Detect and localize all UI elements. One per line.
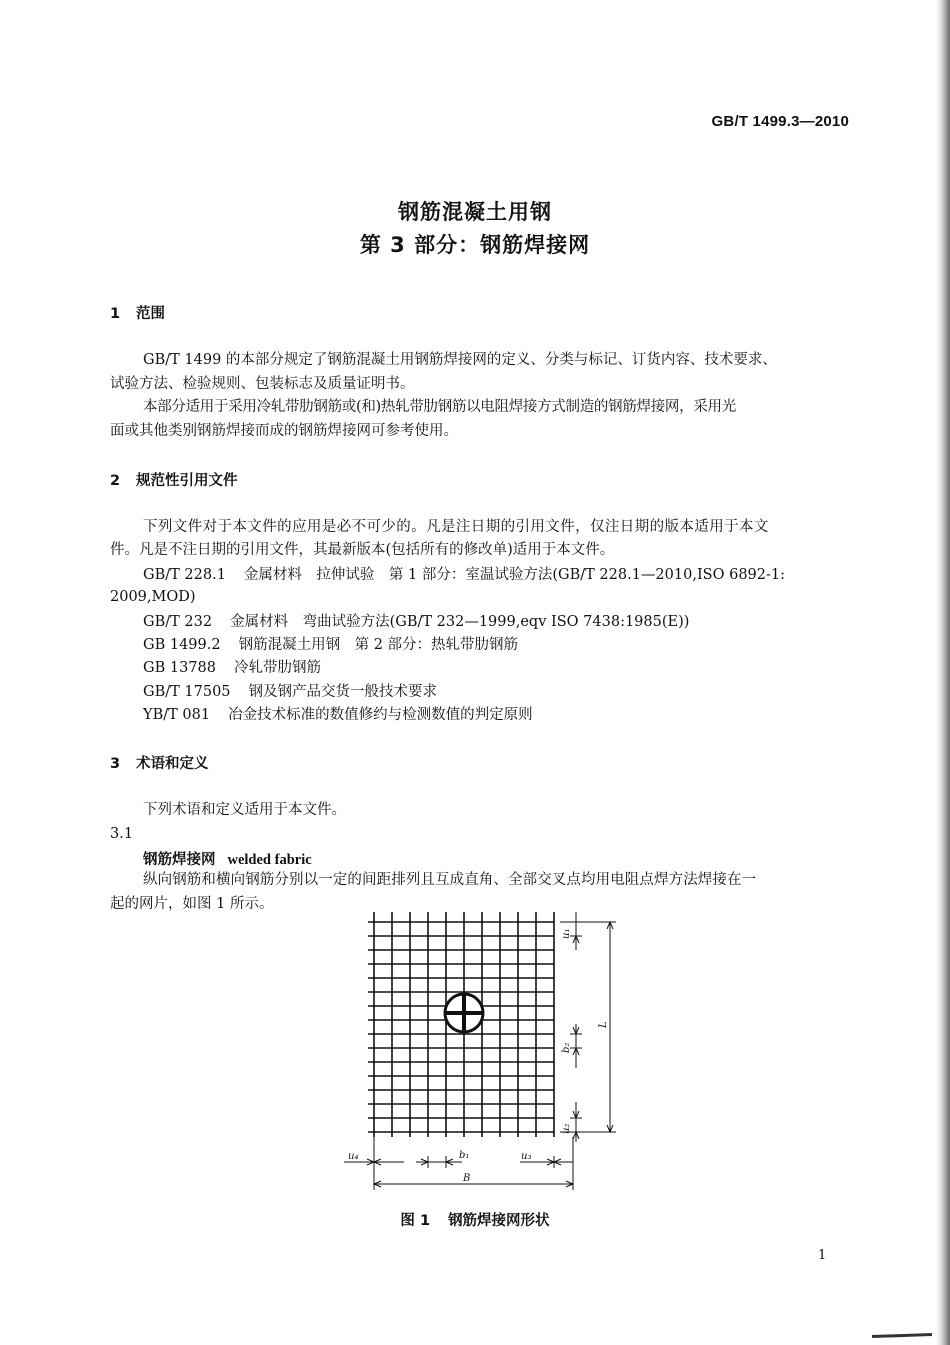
clause-number: 3.1 xyxy=(110,826,134,842)
definition-line-2: 起的网片，如图 1 所示。 xyxy=(110,896,274,912)
section-3-intro: 下列术语和定义适用于本文件。 xyxy=(143,802,346,818)
term-chinese: 钢筋焊接网 xyxy=(143,852,216,868)
reference-continuation: 2009,MOD) xyxy=(110,589,196,605)
label-u3: u₃ xyxy=(521,1151,532,1162)
section-title: 术语和定义 xyxy=(136,756,209,772)
page-number: 1 xyxy=(818,1248,827,1263)
reference-title: 冷轧带肋钢筋 xyxy=(233,660,321,676)
reference-title: 金属材料 拉伸试验 第 1 部分：室温试验方法(GB/T 228.1—2010,ISO 6892-1: xyxy=(243,567,786,583)
reference-item xyxy=(143,656,321,677)
reference-code: YB/T 081 xyxy=(143,707,211,723)
reference-item xyxy=(143,703,533,724)
section-1-para-2-line-1: 本部分适用于采用冷轧带肋钢筋或(和)热轧带肋钢筋以电阻焊接方式制造的钢筋焊接网，采用光 xyxy=(143,399,736,415)
section-title: 规范性引用文件 xyxy=(136,473,238,489)
label-u4: u₄ xyxy=(348,1151,359,1162)
section-1-para-1-line-2: 试验方法、检验规则、包装标志及质量证明书。 xyxy=(110,376,415,392)
reference-title: 钢及钢产品交货一般技术要求 xyxy=(248,684,438,700)
reference-item xyxy=(143,633,518,654)
definition-line-1: 纵向钢筋和横向钢筋分别以一定的间距排列且互成直角、全部交叉点均用电阻点焊方法焊接在一 xyxy=(143,872,757,888)
label-L: L xyxy=(598,1021,609,1028)
reference-item xyxy=(143,610,689,631)
section-title: 范围 xyxy=(136,306,165,322)
reference-title: 金属材料 弯曲试验方法(GB/T 232—1999,eqv ISO 7438:1985(E)) xyxy=(230,614,690,630)
reference-code: GB 1499.2 xyxy=(143,637,221,653)
document-title: 钢筋混凝土用钢 xyxy=(398,200,552,224)
reference-title: 钢筋混凝土用钢 第 2 部分：热轧带肋钢筋 xyxy=(238,637,519,653)
term-entry xyxy=(143,848,312,869)
section-1-heading xyxy=(110,302,165,323)
label-u2: u₂ xyxy=(561,1123,572,1134)
dimension-lines-bottom xyxy=(344,1137,573,1190)
section-number: 1 xyxy=(110,306,121,322)
section-3-heading xyxy=(110,752,209,773)
section-2-intro-line-2: 件。凡是不注日期的引用文件，其最新版本(包括所有的修改单)适用于本文件。 xyxy=(110,542,615,558)
section-1-para-1-line-1: GB/T 1499 的本部分规定了钢筋混凝土用钢筋焊接网的定义、分类与标记、订货内容、技术要求、 xyxy=(143,352,777,368)
document-subtitle: 第 3 部分：钢筋焊接网 xyxy=(359,233,591,257)
section-number: 2 xyxy=(110,473,121,489)
section-2-intro-line-1: 下列文件对于本文件的应用是必不可少的。凡是注日期的引用文件，仅注日期的版本适用于本文 xyxy=(143,519,769,535)
figure-caption xyxy=(0,1209,950,1230)
label-b2: b₂ xyxy=(561,1042,572,1053)
figure-number: 图 1 xyxy=(400,1213,431,1229)
term-english: welded fabric xyxy=(227,852,312,868)
section-number: 3 xyxy=(110,756,121,772)
reference-code: GB 13788 xyxy=(143,660,216,676)
label-b1: b₁ xyxy=(459,1150,470,1161)
welded-fabric-figure xyxy=(330,912,620,1194)
reference-code: GB/T 232 xyxy=(143,614,213,630)
reference-item xyxy=(143,680,437,701)
reference-code: GB/T 228.1 xyxy=(143,567,226,583)
label-B: B xyxy=(463,1173,471,1184)
figure-title: 钢筋焊接网形状 xyxy=(448,1213,550,1229)
reference-title: 冶金技术标准的数值修约与检测数值的判定原则 xyxy=(228,707,533,723)
standard-code: GB/T 1499.3—2010 xyxy=(711,113,849,130)
section-1-para-2-line-2: 面或其他类别钢筋焊接而成的钢筋焊接网可参考使用。 xyxy=(110,423,458,439)
reference-code: GB/T 17505 xyxy=(143,684,231,700)
section-2-heading xyxy=(110,469,238,490)
scan-mark xyxy=(872,1333,932,1338)
reference-item xyxy=(143,563,785,584)
label-u1: u₁ xyxy=(561,928,572,939)
weld-point-detail xyxy=(445,994,483,1032)
